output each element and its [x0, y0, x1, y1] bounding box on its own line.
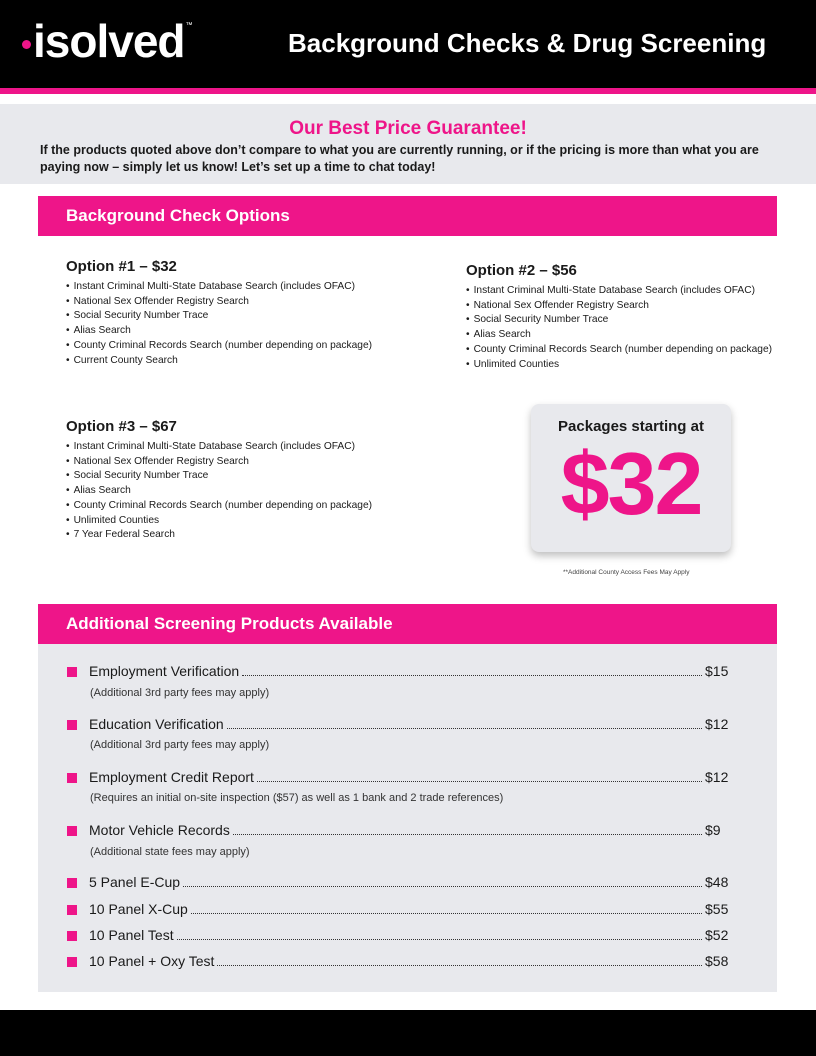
product-row [67, 926, 731, 944]
dot-leader [233, 834, 702, 835]
product-name: Motor Vehicle Records [89, 822, 230, 838]
starting-price-value: $32 [560, 434, 702, 533]
product-price: $55 [705, 901, 729, 917]
logo-text: isolved [33, 15, 185, 67]
product-row [67, 821, 731, 839]
option-title: Option #1 – $32 [66, 258, 177, 275]
product-note: (Additional state fees may apply) [90, 846, 250, 858]
option-3 [66, 418, 372, 543]
background-check-options-heading: Background Check Options [38, 196, 777, 236]
dot-leader [257, 781, 702, 782]
list-item: • National Sex Offender Registry Search [66, 295, 372, 310]
list-item: • Social Security Number Trace [66, 309, 372, 324]
product-price: $15 [705, 663, 729, 679]
list-item: • National Sex Offender Registry Search [66, 455, 372, 470]
square-bullet-icon [67, 826, 77, 836]
product-note: (Additional 3rd party fees may apply) [90, 687, 270, 699]
product-name: Education Verification [89, 716, 224, 732]
guarantee-title: Our Best Price Guarantee! [289, 118, 527, 139]
dot-leader [242, 675, 702, 676]
product-row [67, 662, 731, 680]
product-row [67, 900, 731, 918]
product-name: 10 Panel X-Cup [89, 901, 188, 917]
square-bullet-icon [67, 878, 77, 888]
list-item: • Instant Criminal Multi-State Database Search (includes OFAC) [66, 280, 372, 295]
list-item: • Current County Search [66, 354, 372, 369]
product-note: (Additional 3rd party fees may apply) [90, 739, 270, 751]
list-item: • Alias Search [466, 328, 772, 343]
dot-leader [227, 728, 702, 729]
list-item: • Unlimited Counties [466, 358, 772, 373]
square-bullet-icon [67, 773, 77, 783]
list-item: • Unlimited Counties [66, 514, 372, 529]
product-row [67, 873, 731, 891]
logo-trademark: ™ [185, 22, 193, 29]
product-price: $58 [705, 953, 729, 969]
option-2 [466, 262, 772, 372]
product-price: $12 [705, 769, 729, 785]
county-fees-note: **Additional County Access Fees May Apply [563, 569, 690, 576]
square-bullet-icon [67, 931, 77, 941]
list-item: • County Criminal Records Search (number depending on package) [66, 339, 372, 354]
product-row [67, 768, 731, 786]
product-name: 5 Panel E-Cup [89, 874, 181, 890]
product-name: 10 Panel + Oxy Test [89, 953, 215, 969]
product-price: $9 [705, 822, 721, 838]
isolved-logo [22, 16, 193, 66]
list-item: • National Sex Offender Registry Search [466, 299, 772, 314]
option-feature-list [66, 280, 372, 368]
product-row [67, 952, 731, 970]
list-item: • Instant Criminal Multi-State Database Search (includes OFAC) [466, 284, 772, 299]
square-bullet-icon [67, 667, 77, 677]
option-feature-list [66, 440, 372, 543]
product-name: 10 Panel Test [89, 927, 174, 943]
starting-price-card [531, 404, 731, 552]
square-bullet-icon [67, 957, 77, 967]
list-item: • Social Security Number Trace [66, 469, 372, 484]
option-feature-list [466, 284, 772, 372]
option-title: Option #3 – $67 [66, 418, 177, 435]
option-1 [66, 258, 372, 368]
page-header [0, 0, 816, 88]
list-item: • Instant Criminal Multi-State Database Search (includes OFAC) [66, 440, 372, 455]
starting-price-label: Packages starting at [558, 418, 704, 435]
dot-leader [217, 965, 702, 966]
product-price: $52 [705, 927, 729, 943]
page-title: Background Checks & Drug Screening [288, 28, 767, 58]
option-title: Option #2 – $56 [466, 262, 577, 279]
list-item: • Social Security Number Trace [466, 313, 772, 328]
list-item: • County Criminal Records Search (number depending on package) [466, 343, 772, 358]
logo-dot-icon [22, 40, 31, 49]
product-row [67, 715, 731, 733]
price-guarantee-banner [0, 104, 816, 184]
additional-products-heading: Additional Screening Products Available [38, 604, 777, 644]
list-item: • Alias Search [66, 484, 372, 499]
product-name: Employment Credit Report [89, 769, 254, 785]
header-accent-stripe [0, 88, 816, 94]
square-bullet-icon [67, 720, 77, 730]
dot-leader [177, 939, 702, 940]
dot-leader [183, 886, 702, 887]
square-bullet-icon [67, 905, 77, 915]
guarantee-text: If the products quoted above don’t compare to what you are currently running, or if the pricing is more than what you are paying now – simply let us know! Let’s set up a time to chat today! [40, 143, 759, 174]
list-item: • County Criminal Records Search (number depending on package) [66, 499, 372, 514]
product-name: Employment Verification [89, 663, 240, 679]
product-price: $12 [705, 716, 729, 732]
page-footer [0, 1010, 816, 1056]
product-price: $48 [705, 874, 729, 890]
list-item: • Alias Search [66, 324, 372, 339]
list-item: • 7 Year Federal Search [66, 528, 372, 543]
dot-leader [191, 913, 702, 914]
product-note: (Requires an initial on-site inspection ($57) as well as 1 bank and 2 trade references) [90, 792, 504, 804]
